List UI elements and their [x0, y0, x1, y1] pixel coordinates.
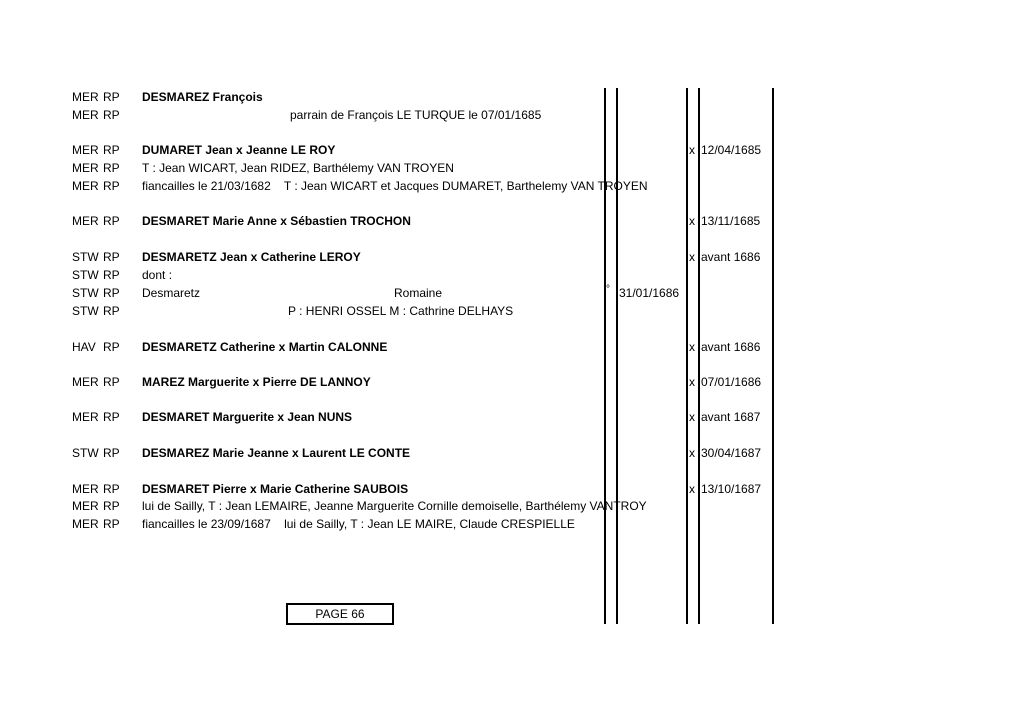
- record-date: 13/10/1687: [701, 482, 762, 496]
- marriage-mark: x: [689, 482, 695, 496]
- record-date: avant 1686: [701, 340, 761, 354]
- marriage-mark: x: [689, 375, 695, 389]
- record-text: parrain de François LE TURQUE le 07/01/1685: [290, 108, 542, 122]
- record-text: fiancailles le 21/03/1682 T : Jean WICART et Jacques DUMARET, Barthelemy VAN TROYEN: [142, 179, 648, 193]
- record-date: avant 1687: [701, 410, 761, 424]
- parish-code: MER: [72, 214, 99, 228]
- record-type: RP: [103, 304, 120, 318]
- record-text: DESMARET Pierre x Marie Catherine SAUBOIS: [142, 482, 409, 496]
- marriage-mark: x: [689, 446, 695, 460]
- column-rule-2: [616, 88, 618, 624]
- marriage-mark: x: [689, 143, 695, 157]
- parish-code: MER: [72, 161, 99, 175]
- record-date: 13/11/1685: [701, 214, 761, 228]
- record-type: RP: [103, 482, 120, 496]
- column-rule-4: [698, 88, 700, 624]
- parish-code: MER: [72, 375, 99, 389]
- parish-code: STW: [72, 304, 99, 318]
- column-rule-1: [604, 88, 606, 624]
- record-text: dont :: [142, 268, 173, 282]
- given-name: Romaine: [394, 286, 443, 300]
- record-text: DESMARET Marguerite x Jean NUNS: [142, 410, 353, 424]
- parish-code: MER: [72, 108, 99, 122]
- record-type: RP: [103, 517, 120, 531]
- parish-code: STW: [72, 268, 99, 282]
- record-text: DESMARET Marie Anne x Sébastien TROCHON: [142, 214, 411, 228]
- record-date: avant 1686: [701, 250, 761, 264]
- record-type: RP: [103, 250, 120, 264]
- record-type: RP: [103, 340, 120, 354]
- page-number-box: PAGE 66: [286, 603, 394, 625]
- record-type: RP: [103, 286, 120, 300]
- record-text: DESMARETZ Catherine x Martin CALONNE: [142, 340, 388, 354]
- record-type: RP: [103, 179, 120, 193]
- record-type: RP: [103, 161, 120, 175]
- parish-code: MER: [72, 179, 99, 193]
- marriage-mark: x: [689, 250, 695, 264]
- record-type: RP: [103, 410, 120, 424]
- record-text: DUMARET Jean x Jeanne LE ROY: [142, 143, 336, 157]
- record-type: RP: [103, 214, 120, 228]
- marriage-mark: x: [689, 410, 695, 424]
- record-text: fiancailles le 23/09/1687 lui de Sailly, T : Jean LE MAIRE, Claude CRESPIELLE: [142, 517, 575, 531]
- record-text: MAREZ Marguerite x Pierre DE LANNOY: [142, 375, 371, 389]
- record-text: DESMAREZ François: [142, 90, 263, 104]
- parish-code: MER: [72, 482, 99, 496]
- record-date: 12/04/1685: [701, 143, 762, 157]
- record-type: RP: [103, 143, 120, 157]
- parish-code: MER: [72, 410, 99, 424]
- column-rule-3: [686, 88, 688, 624]
- record-date: 30/04/1687: [701, 446, 762, 460]
- parish-code: STW: [72, 446, 99, 460]
- record-type: RP: [103, 108, 120, 122]
- record-text: DESMARETZ Jean x Catherine LEROY: [142, 250, 361, 264]
- record-text: P : HENRI OSSEL M : Cathrine DELHAYS: [288, 304, 514, 318]
- parish-code: STW: [72, 250, 99, 264]
- marriage-mark: x: [689, 214, 695, 228]
- record-type: RP: [103, 268, 120, 282]
- marriage-mark: x: [689, 340, 695, 354]
- parish-code: MER: [72, 517, 99, 531]
- column-rule-5: [772, 88, 774, 624]
- record-text: DESMAREZ Marie Jeanne x Laurent LE CONTE: [142, 446, 411, 460]
- parish-code: MER: [72, 143, 99, 157]
- parish-code: MER: [72, 90, 99, 104]
- parish-code: MER: [72, 499, 99, 513]
- record-type: RP: [103, 90, 120, 104]
- record-type: RP: [103, 375, 120, 389]
- record-type: RP: [103, 446, 120, 460]
- record-date: 07/01/1686: [701, 375, 762, 389]
- record-type: RP: [103, 499, 120, 513]
- birth-date: 31/01/1686: [619, 286, 680, 300]
- birth-mark: °: [606, 284, 610, 295]
- record-text: T : Jean WICART, Jean RIDEZ, Barthélemy VAN TROYEN: [142, 161, 454, 175]
- record-text: Desmaretz: [142, 286, 201, 300]
- record-text: lui de Sailly, T : Jean LEMAIRE, Jeanne Marguerite Cornille demoiselle, Barthélemy VANTROY: [142, 499, 647, 513]
- parish-code: STW: [72, 286, 99, 300]
- parish-code: HAV: [72, 340, 96, 354]
